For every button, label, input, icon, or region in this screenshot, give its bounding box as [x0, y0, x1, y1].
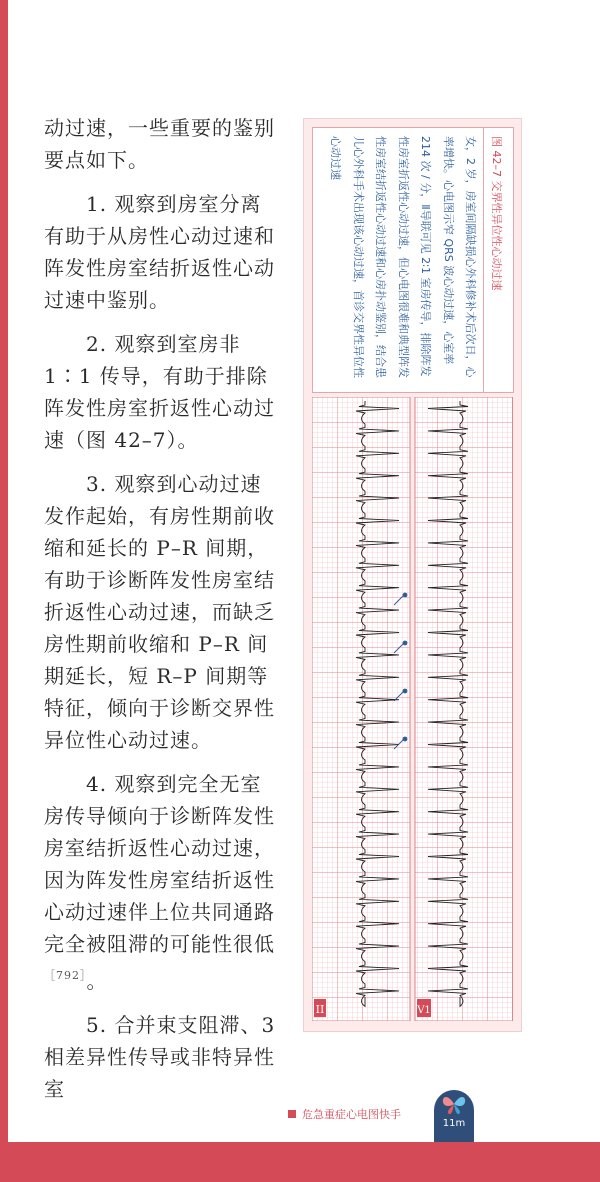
caption-divider: [484, 128, 485, 392]
p-marker-dot-1: [403, 593, 408, 598]
tab-logo-text: 11m: [442, 1118, 466, 1129]
ecg-strip: [312, 397, 513, 1021]
body-text: [44, 112, 282, 1117]
paragraph-point-3: 3. 观察到心动过速发作起始，有房性期前收缩和延长的 P–R 间期，有助于诊断阵发性房室结折返性心动过速，而缺乏房性期前收缩和 P–R 间期延长，短 R–P 间期等特征，倾向于诊断交界性异位性心动过速。: [44, 472, 275, 752]
lead-label-v1: V1: [417, 1005, 431, 1016]
p-marker-dot-2: [403, 641, 408, 646]
figure-caption: [313, 128, 513, 392]
paragraph-point-4: [44, 768, 282, 997]
citation-ref[interactable]: ［792］: [44, 969, 87, 982]
ecg-figure: [303, 118, 522, 1032]
butterfly-icon: [440, 1092, 468, 1116]
ecg-grid-right: [415, 397, 513, 1021]
page-edge-strip: [0, 0, 8, 1150]
paragraph-intro: 动过速，一些重要的鉴别要点如下。: [44, 116, 275, 172]
footer-title-text: 危急重症心电图快手: [302, 1108, 401, 1121]
figure-caption-text: 女，2 岁，房室间隔缺损心外科修补术后次日，心率增快。心电图示窄 QRS 波心动过速，心室率 214 次 / 分，Ⅱ导联可见 2∶1 室房传导，排除阵发性房室折返性心动过速，但心电图很难和典型阵发性房室结折返性心动过速和心房扑动鉴别，结合患儿心外科手术出现该心动过速，首诊交界性异位性心动过速: [329, 136, 478, 378]
footer-book-title: [288, 1106, 401, 1122]
paragraph-point-2: 2. 观察到室房非 1∶1 传导，有助于排除阵发性房室折返性心动过速（图 42–7）。: [44, 332, 275, 452]
footer-band: [0, 1142, 600, 1182]
paragraph-point-1: 1. 观察到房室分离有助于从房性心动过速和阵发性房室结折返性心动过速中鉴别。: [44, 192, 275, 312]
footer-square-icon: [288, 1110, 296, 1118]
paragraph-point-5: 5. 合并束支阻滞、3 相差异性传导或非特异性室: [44, 1013, 276, 1101]
lead-label-ii: II: [315, 1003, 325, 1016]
figure-caption-box: [312, 127, 514, 393]
paragraph-point-4-end: 。: [86, 969, 108, 993]
figure-title: 图 42–7 交界性异位性心动过速: [490, 136, 503, 291]
paragraph-point-4-text: 4. 观察到完全无室房传导倾向于诊断阵发性房室结折返性心动过速，因为阵发性房室结折返性心动过速伴上位共同通路完全被阻滞的可能性很低: [44, 772, 275, 956]
p-marker-dot-4: [403, 737, 408, 742]
p-marker-dot-3: [403, 689, 408, 694]
